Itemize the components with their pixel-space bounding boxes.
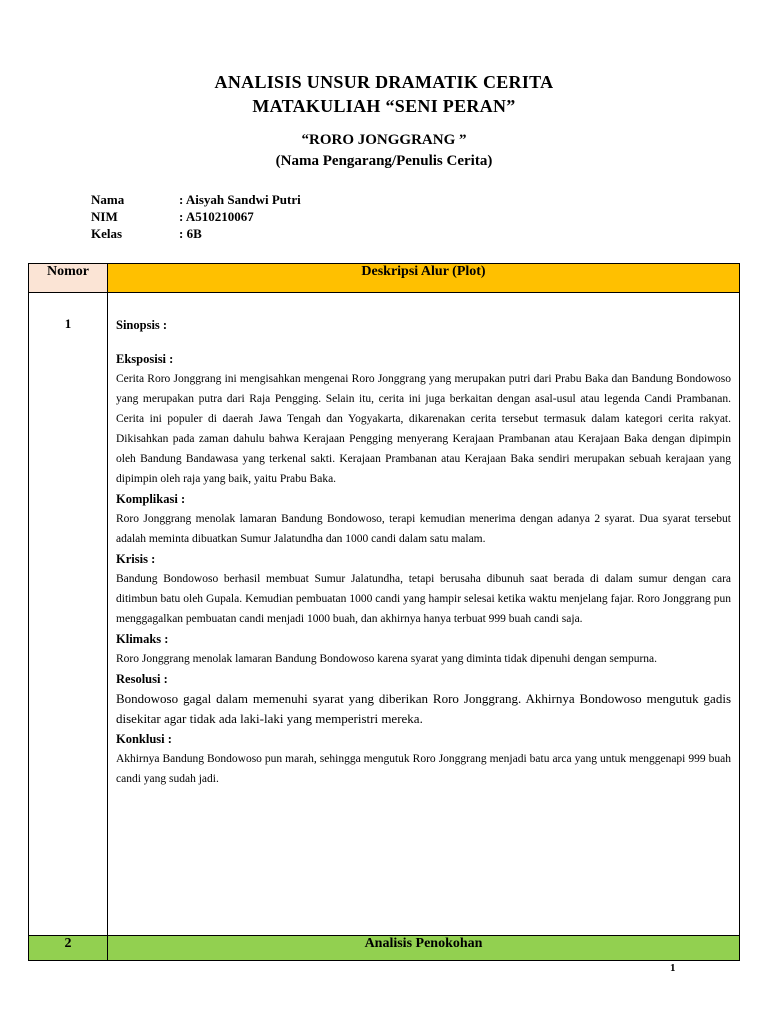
info-value: : A510210067 [179, 209, 254, 224]
info-row-kelas [91, 226, 202, 242]
row-description [108, 293, 740, 936]
section-text-resolusi: Bondowoso gagal dalam memenuhi syarat yang diberikan Roro Jonggrang. Akhirnya Bondowoso mengutuk gadis disekitar agar tidak ada laki-laki yang memperistri mereka. [116, 691, 731, 726]
section-text-eksposisi: Cerita Roro Jonggrang ini mengisahkan mengenai Roro Jonggrang yang merupakan putri dari Prabu Baka dan Bandung Bondowoso yang merupakan putra dari Raja Pengging. Selain itu, cerita ini juga berkaitan dengan asal-usul atau legenda Candi Prambanan. Cerita ini populer di daerah Jawa Tengah dan Yogyakarta, dikarenakan cerita tersebut termasuk dalam kategori cerita rakyat. Dikisahkan pada zaman dahulu bahwa Kerajaan Pengging menyerang Kerajaan Prambanan atau Kerajaan Baka dengan dipimpin oleh Bandung Bandawasa yang terkenal sakti. Kerajaan Prambanan atau Kerajaan Baka sendiri merupakan sebuah kerajaan yang dipimpin oleh raja yang baik, yaitu Prabu Baka. [116, 373, 731, 485]
author-note: (Nama Pengarang/Penulis Cerita) [275, 153, 493, 169]
table-header-row [29, 264, 740, 293]
info-key: Nama [91, 192, 125, 207]
column-header-description: Deskripsi Alur (Plot) [108, 264, 740, 293]
story-title: “RORO JONGGRANG ” [301, 132, 467, 148]
document-title-line1: ANALISIS UNSUR DRAMATIK CERITA [214, 72, 554, 92]
info-key: NIM [91, 209, 118, 224]
section-title-penokohan: Analisis Penokohan [108, 936, 740, 961]
section-text-krisis: Bandung Bondowoso berhasil membuat Sumur Jalatundha, tetapi berusaha dibunuh saat berada di dalam sumur dengan cara ditimbun batu oleh Gupala. Kemudian pembuatan 1000 candi yang hampir selesai ketika waktu menjelang fajar. Roro Jonggrang pun menggagalkan pembuatan candi menjadi 1000 buah, dan akhirnya hanya terbuat 999 buah candi saja. [116, 573, 731, 625]
section-label-eksposisi: Eksposisi : [116, 352, 174, 366]
info-value: : Aisyah Sandwi Putri [179, 192, 301, 207]
section-text-komplikasi: Roro Jonggrang menolak lamaran Bandung Bondowoso, terapi kemudian menerima dengan adanya 2 syarat. Dua syarat tersebut adalah meminta dibuatkan Sumur Jalatundha dan 1000 candi dalam satu malam. [116, 513, 731, 545]
section-label-resolusi: Resolusi : [116, 672, 168, 686]
table-row [29, 293, 740, 936]
plot-analysis-table [28, 263, 740, 961]
section-label-klimaks: Klimaks : [116, 632, 169, 646]
row-number: 1 [29, 293, 108, 936]
section-label-krisis: Krisis : [116, 552, 156, 566]
column-header-number: Nomor [29, 264, 108, 293]
section-text-klimaks: Roro Jonggrang menolak lamaran Bandung Bondowoso karena syarat yang diminta tidak dipenuhi dengan sempurna. [116, 653, 658, 665]
section-label-komplikasi: Komplikasi : [116, 492, 186, 506]
info-value: : 6B [179, 226, 202, 241]
table-row [29, 936, 740, 961]
document-title-line2: MATAKULIAH “SENI PERAN” [252, 96, 516, 116]
info-row-nim [91, 209, 254, 225]
section-label-konklusi: Konklusi : [116, 732, 172, 746]
info-key: Kelas [91, 226, 123, 241]
section-text-konklusi: Akhirnya Bandung Bondowoso pun marah, sehingga mengutuk Roro Jonggrang menjadi batu arca yang untuk menggenapi 999 buah candi yang sudah jadi. [116, 753, 731, 785]
page-number: 1 [670, 962, 676, 974]
info-row-nama [91, 192, 301, 208]
sinopsis-label: Sinopsis : [116, 318, 168, 332]
row-number: 2 [29, 936, 108, 961]
